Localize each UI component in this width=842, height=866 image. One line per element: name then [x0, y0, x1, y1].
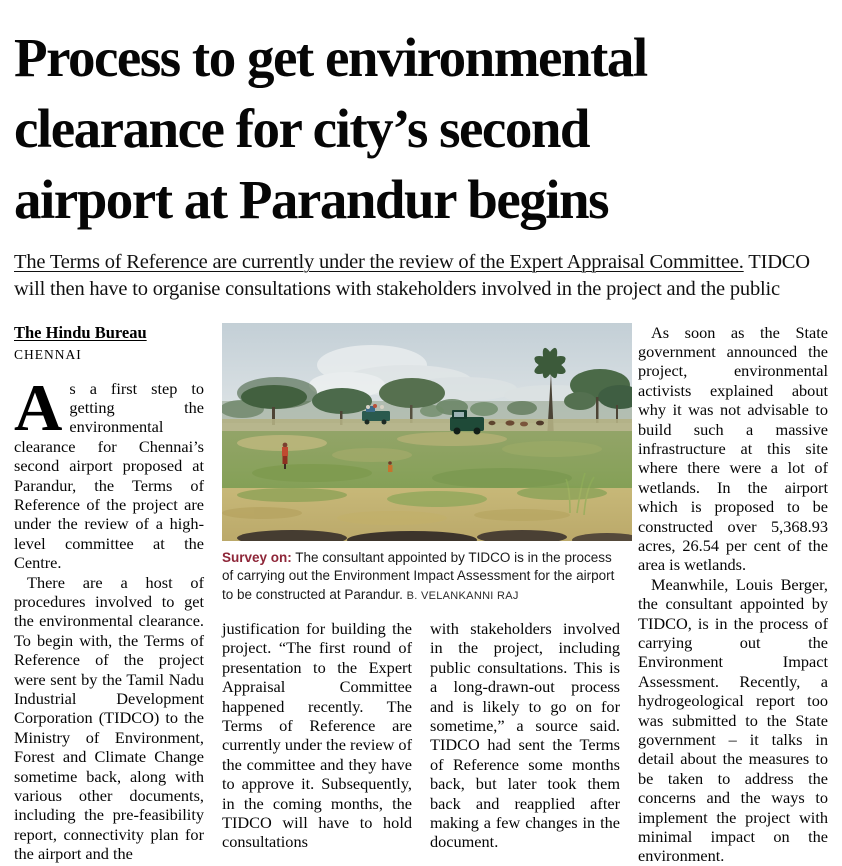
- column-2: [222, 619, 412, 866]
- photo-caption: [222, 549, 620, 606]
- article-photo: [222, 323, 632, 541]
- standfirst-underlined: The Terms of Reference are currently under the review of the Expert Appraisal Committee.: [14, 251, 744, 273]
- paragraph: As soon as the State government announced the project, environmental activists explained about why it was not advisable to build such a massive infrastructure at this site where there were a lot of wetlands. In the airport which is proposed to be constructed over 5,368.93 acres, 26.54 per cent of the area is wetlands.: [638, 322, 828, 575]
- photo-credit: B. VELANKANNI RAJ: [406, 589, 519, 602]
- paragraph-lead: [14, 370, 204, 573]
- caption-label: Survey on:: [222, 549, 292, 565]
- column-3: [430, 619, 620, 866]
- standfirst: [14, 249, 828, 302]
- standfirst-rest: TIDCO will then have to organise consultations with stakeholders involved in the project and the public: [14, 251, 810, 300]
- headline: [14, 22, 828, 235]
- field-photo-illustration: [222, 323, 632, 541]
- paragraph: There are a host of procedures involved to get the environmental clearance. To begin with, the Terms of Reference of the project were sent by the Tamil Nadu Industrial Development Corporation (TIDCO) to the Ministry of Environment, Forest and Climate Change sometime back, along with various other documents, including the pre-feasibility report, connectivity plan for the airport and the: [14, 572, 204, 864]
- caption-text: The consultant appointed by TIDCO is in the process of carrying out the Environment Impact Assessment for the airport to be constructed at Parandur.: [222, 549, 615, 602]
- paragraph: with stakeholders involved in the project, including public consultations. This is a long-drawn-out process and is likely to go on for sometime,” a source said. TIDCO had sent the Terms of Reference some months back, but later took them back and reapplied after making a few changes in the document.: [430, 619, 620, 852]
- drop-cap: A: [14, 370, 63, 445]
- headline-line-1: Process to get environmental: [14, 27, 647, 88]
- article-body: [14, 323, 828, 866]
- headline-line-3: airport at Parandur begins: [14, 169, 609, 230]
- paragraph: Meanwhile, Louis Berger, the consultant appointed by TIDCO, is in the process of carrying out the Environment Impact Assessment. Recently, a hydrogeological report too was submitted to the State government – it talks in detail about the measures to be taken to address the concerns and the ways to implement the project with minimal impact on the environment.: [638, 574, 828, 866]
- byline: The Hindu Bureau: [14, 322, 147, 342]
- photo-block: [222, 323, 620, 620]
- dateline: CHENNAI: [14, 346, 82, 362]
- column-1: [14, 323, 204, 866]
- headline-line-2: clearance for city’s second: [14, 98, 590, 159]
- column-4: [638, 323, 828, 866]
- paragraph-lead-text: s a first step to getting the environmental clearance for Chennai’s second airport proposed at Parandur, the Terms of Reference of the project are under the review of a high-level committee at the Centre.: [14, 378, 204, 573]
- paragraph: justification for building the project. “The first round of presentation to the Expert Appraisal Committee happened recently. The Terms of Reference are currently under the review of the committee and they have to approve it. Subsequently, in the coming months, the TIDCO will have to hold consultations: [222, 619, 412, 852]
